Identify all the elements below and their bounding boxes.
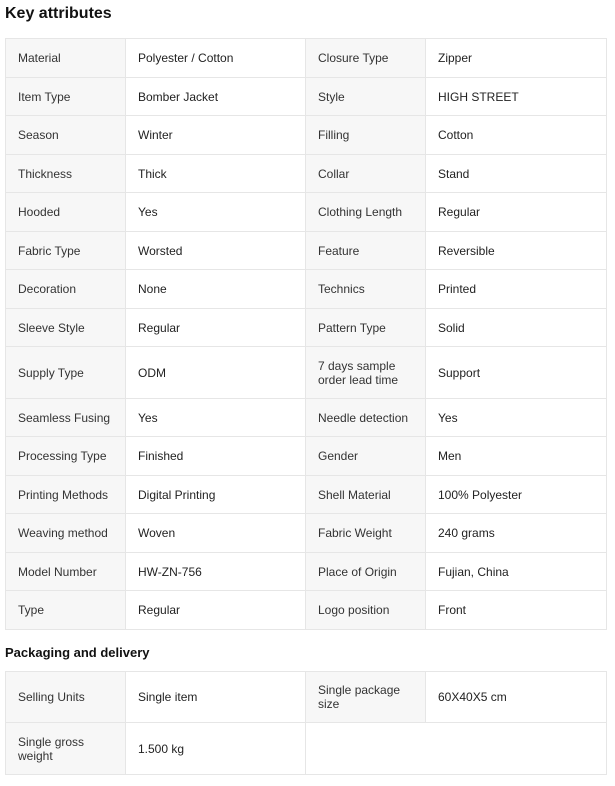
attribute-name: Fabric Weight	[306, 514, 426, 553]
attribute-row	[6, 39, 607, 78]
key-attributes-title: Key attributes	[5, 5, 112, 22]
attribute-value: 60X40X5 cm	[426, 672, 607, 723]
attribute-name: Closure Type	[306, 39, 426, 78]
attribute-value: Yes	[126, 399, 306, 437]
attribute-row	[6, 309, 607, 347]
packaging-title: Packaging and delivery	[5, 645, 150, 660]
attribute-name: Feature	[306, 232, 426, 270]
attribute-value: Cotton	[426, 116, 607, 155]
attribute-row	[6, 270, 607, 309]
attribute-value: Yes	[426, 399, 607, 437]
attribute-value: Reversible	[426, 232, 607, 270]
packaging-table	[5, 671, 607, 775]
attribute-value: Polyester / Cotton	[126, 39, 306, 78]
attribute-row	[6, 437, 607, 476]
attribute-name: Single package size	[306, 672, 426, 723]
attribute-name: Selling Units	[6, 672, 126, 723]
attribute-name: Fabric Type	[6, 232, 126, 270]
attribute-row	[6, 553, 607, 591]
attribute-value: Finished	[126, 437, 306, 476]
attribute-name: Filling	[306, 116, 426, 155]
attribute-name: Material	[6, 39, 126, 78]
attribute-name: Processing Type	[6, 437, 126, 476]
attribute-name: Season	[6, 116, 126, 155]
attribute-row	[6, 723, 607, 775]
attribute-value: Regular	[126, 309, 306, 347]
attribute-row	[6, 193, 607, 232]
attribute-value: Bomber Jacket	[126, 78, 306, 116]
attribute-value: Stand	[426, 155, 607, 193]
attribute-value: Thick	[126, 155, 306, 193]
attribute-row	[6, 232, 607, 270]
attribute-value: 240 grams	[426, 514, 607, 553]
attribute-value: Front	[426, 591, 607, 630]
attribute-name: Technics	[306, 270, 426, 309]
attribute-name: Type	[6, 591, 126, 630]
attribute-value: Printed	[426, 270, 607, 309]
attribute-name: Single gross weight	[6, 723, 126, 775]
attribute-value: Men	[426, 437, 607, 476]
attribute-name: 7 days sample order lead time	[306, 347, 426, 399]
attribute-name: Sleeve Style	[6, 309, 126, 347]
attribute-value: Zipper	[426, 39, 607, 78]
attribute-name: Printing Methods	[6, 476, 126, 514]
attribute-name: Place of Origin	[306, 553, 426, 591]
attribute-value: ODM	[126, 347, 306, 399]
attribute-name: Model Number	[6, 553, 126, 591]
key-attributes-table	[5, 38, 607, 630]
attribute-name: Style	[306, 78, 426, 116]
attribute-value: Fujian, China	[426, 553, 607, 591]
attribute-name: Thickness	[6, 155, 126, 193]
attribute-row	[6, 476, 607, 514]
attribute-value: Solid	[426, 309, 607, 347]
attribute-name: Needle detection	[306, 399, 426, 437]
attribute-value: Worsted	[126, 232, 306, 270]
attribute-name: Logo position	[306, 591, 426, 630]
attribute-value: HIGH STREET	[426, 78, 607, 116]
attribute-name: Supply Type	[6, 347, 126, 399]
empty-cell	[306, 723, 607, 775]
attribute-value: None	[126, 270, 306, 309]
attribute-name: Decoration	[6, 270, 126, 309]
attribute-name: Pattern Type	[306, 309, 426, 347]
attribute-name: Gender	[306, 437, 426, 476]
attribute-value: Winter	[126, 116, 306, 155]
attribute-value: Regular	[426, 193, 607, 232]
attribute-value: HW-ZN-756	[126, 553, 306, 591]
attribute-row	[6, 514, 607, 553]
attribute-name: Shell Material	[306, 476, 426, 514]
attribute-value: 1.500 kg	[126, 723, 306, 775]
attribute-row	[6, 347, 607, 399]
attribute-row	[6, 399, 607, 437]
attribute-name: Collar	[306, 155, 426, 193]
attribute-row	[6, 78, 607, 116]
attribute-name: Hooded	[6, 193, 126, 232]
attribute-row	[6, 116, 607, 155]
attribute-value: Support	[426, 347, 607, 399]
attribute-row	[6, 155, 607, 193]
attribute-value: Yes	[126, 193, 306, 232]
attribute-name: Item Type	[6, 78, 126, 116]
attribute-name: Weaving method	[6, 514, 126, 553]
attribute-value: Regular	[126, 591, 306, 630]
attribute-row	[6, 591, 607, 630]
attribute-value: Digital Printing	[126, 476, 306, 514]
attribute-value: Single item	[126, 672, 306, 723]
attribute-value: Woven	[126, 514, 306, 553]
attribute-name: Seamless Fusing	[6, 399, 126, 437]
attribute-value: 100% Polyester	[426, 476, 607, 514]
attribute-name: Clothing Length	[306, 193, 426, 232]
attribute-row	[6, 672, 607, 723]
